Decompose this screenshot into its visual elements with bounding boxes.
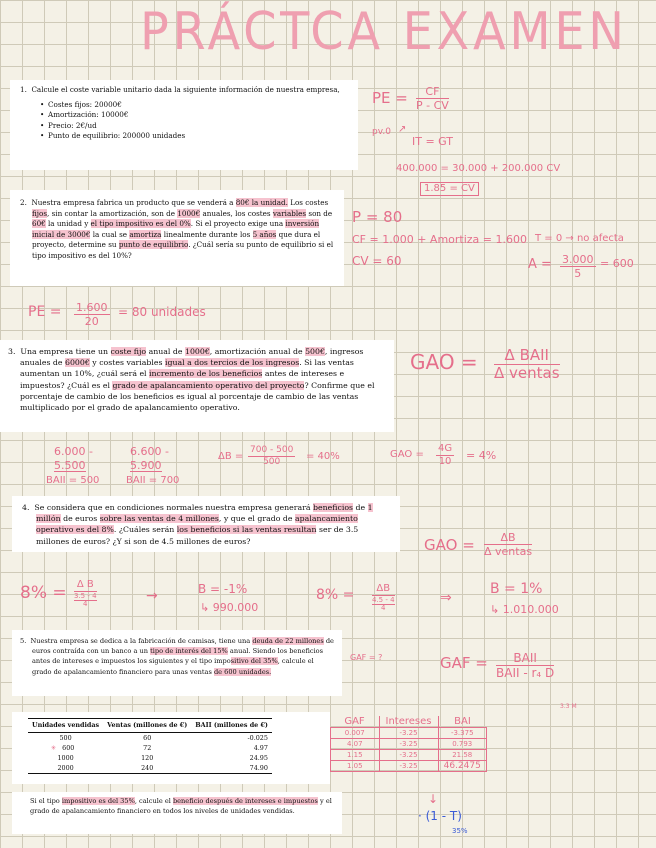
- table-row: [28, 763, 272, 774]
- text-run: , ingresos anuales de: [20, 347, 364, 368]
- highlighted-text: 1000€: [177, 208, 201, 218]
- question-4-statement: [34, 503, 372, 546]
- highlighted-text: 5 años: [252, 229, 277, 239]
- highlighted-text: apalancamiento: [295, 514, 358, 524]
- text-run: anual de: [146, 347, 185, 356]
- text-run: anual. Siendo los beneficios antes de intereses e impuestos los siguientes y el tipo impo: [32, 647, 324, 666]
- text-run: . ¿Cuál sería su punto de equilibrio si el tipo impositivo es del 10%?: [32, 240, 334, 260]
- table-header: Unidades vendidas: [28, 719, 103, 733]
- table-header: BAI: [438, 716, 487, 728]
- note-q4b-result: B = 1%: [490, 581, 543, 597]
- note-amort-label: A =: [528, 257, 552, 272]
- question-5-followup-card: [12, 792, 342, 834]
- question-2-statement: [31, 198, 333, 260]
- note-cv-result: 1.85 = CV: [420, 182, 479, 196]
- question-2-card: [10, 190, 344, 286]
- fraction-denominator: P - CV: [416, 99, 449, 112]
- star-mark: ✳: [50, 743, 57, 752]
- text-run: Se considera que en condiciones normales nuestra empresa generará: [34, 503, 314, 512]
- highlighted-text: deuda de 22 millones: [252, 637, 324, 645]
- note-amort-result: = 600: [600, 257, 634, 270]
- highlighted-text: el tipo impositivo es del 0%: [90, 219, 191, 229]
- text-run: de: [353, 503, 368, 512]
- question-5-text: [20, 636, 334, 677]
- note-it-gt: IT = GT: [412, 135, 454, 148]
- fraction-denominator: Δ ventas: [484, 545, 533, 558]
- note-pe-calc: 400.000 = 30.000 + 200.000 CV: [396, 163, 561, 174]
- fraction-numerator: Δ B: [74, 580, 97, 592]
- table-cell: 500: [59, 733, 72, 742]
- arrow-icon: ↗: [398, 124, 407, 135]
- fraction-numerator: 1.600: [76, 301, 108, 314]
- highlighted-text: grado de apalancamiento operativo del proyecto: [112, 380, 305, 390]
- highlighted-text: fijos: [32, 208, 48, 218]
- table-row: [331, 750, 487, 761]
- table-cell: 0.007: [331, 728, 380, 739]
- table-row: [28, 753, 272, 763]
- note-gao-fraction: [494, 348, 560, 381]
- text-run: que dura el proyecto, determine su: [32, 229, 321, 250]
- note-final-sub: 35%: [452, 827, 468, 835]
- question-3-text: [8, 346, 386, 413]
- table-row: [28, 732, 272, 743]
- list-item: • Precio: 2€/ud: [48, 121, 350, 132]
- highlighted-text: tipo de interés del 15%: [150, 647, 228, 656]
- question-2-text: [20, 198, 336, 262]
- note-q4b-fraction: [372, 584, 395, 612]
- handwritten-gaf-table: [330, 716, 487, 772]
- fraction-numerator: 700 - 500: [250, 445, 294, 455]
- table-row: [331, 739, 487, 750]
- question-3-statement: [20, 347, 374, 412]
- highlighted-text: 1000€: [184, 347, 210, 356]
- table-cell: 1.05: [331, 761, 380, 772]
- note-gao2-fraction: [484, 532, 532, 557]
- question-3-number: 3.: [8, 347, 16, 356]
- text-run: Nuestra empresa fabrica un producto que se venderá a: [31, 198, 236, 207]
- text-run: linealmente durante los: [161, 229, 253, 239]
- fraction-numerator: ΔB: [372, 584, 395, 596]
- highlighted-text: 6000€: [65, 358, 90, 368]
- fraction-numerator: 4.5 - 4: [372, 596, 395, 604]
- list-item: • Amortización: 10000€: [48, 110, 350, 121]
- note-pe2-label: PE =: [28, 304, 62, 320]
- question-5-number: 5.: [20, 637, 27, 645]
- list-item: • Costes fijos: 20000€: [48, 100, 350, 111]
- note-q4a-result: B = -1%: [198, 582, 248, 596]
- note-q4a-fraction: [74, 580, 97, 608]
- question-3-card: [0, 340, 394, 432]
- highlighted-text: los beneficios si las ventas resultan: [176, 525, 317, 535]
- text-run: de euros: [60, 514, 100, 524]
- note-q4b-amount: ↳ 1.010.000: [490, 603, 559, 616]
- table-cell: -0.025: [247, 733, 268, 742]
- text-run: la unidad y: [45, 219, 91, 229]
- highlighted-text: variables: [272, 208, 307, 218]
- note-pe-fraction: [416, 86, 449, 111]
- text-run: , calcule el: [134, 797, 173, 805]
- fraction-denominator: BAII - r₄ D: [496, 666, 555, 680]
- note-gaf-side: 3.3 M: [560, 703, 577, 710]
- note-tax: T = 0 → no afecta: [535, 233, 624, 244]
- highlighted-text: amortiza: [129, 229, 162, 239]
- question-1-text: [20, 85, 350, 96]
- highlighted-text: de 600 unidades.: [213, 667, 272, 676]
- note-db-result: = 40%: [306, 451, 340, 462]
- question-1-number: 1.: [20, 85, 27, 94]
- note-db-fraction: [248, 446, 295, 467]
- text-run: y el grado de apalancamiento financiero en todos los niveles de unidades vendidas.: [30, 797, 332, 815]
- note-calc1-a: 6.000 -: [54, 445, 93, 458]
- note-gao-calc-label: GAO =: [390, 449, 424, 460]
- highlighted-text: 500€: [305, 347, 325, 356]
- note-q4a-label: 8% =: [20, 583, 67, 603]
- highlighted-text: las ventas de 4 millones: [121, 514, 219, 524]
- table-cell: 21.58: [438, 750, 487, 761]
- text-run: antes de intereses e impuestos? ¿Cuál es el: [20, 369, 345, 390]
- fraction-numerator: Δ BAII: [494, 348, 560, 365]
- text-run: . Si las ventas aumentan un 10%, ¿cuál será el: [20, 358, 354, 379]
- data-table: [28, 718, 272, 774]
- table-cell-value: 600: [62, 743, 75, 752]
- note-final: · (1 - T): [418, 809, 462, 823]
- note-pv-zero: pv.0: [372, 127, 391, 137]
- note-calc1-b: 5.500: [54, 459, 86, 472]
- note-db-label: ΔB =: [218, 451, 244, 462]
- text-run: , sin contar la amortización, son de: [47, 208, 178, 218]
- note-gao-label: GAO =: [410, 350, 478, 374]
- text-run: Los costes: [287, 198, 329, 207]
- fraction-numerator: 3.5 - 4: [74, 592, 97, 600]
- list-item: • Punto de equilibrio: 200000 unidades: [48, 131, 350, 142]
- table-header: GAF: [331, 716, 380, 728]
- table-cell: 4.07: [331, 739, 380, 750]
- note-cf: CF = 1.000 + Amortiza = 1.600: [352, 233, 527, 246]
- table-cell: [28, 743, 103, 753]
- fraction-denominator: 500: [263, 457, 281, 467]
- note-q4a-amount: ↳ 990.000: [200, 601, 259, 614]
- note-gaf-question: GAF = ?: [350, 653, 383, 662]
- table-cell: 60: [143, 733, 152, 742]
- question-1-card: [10, 80, 358, 170]
- note-calc2-c: BAII = 700: [126, 475, 180, 486]
- arrow-icon: →: [146, 588, 158, 604]
- highlighted-text: punto de equilibrio: [118, 240, 189, 250]
- table-cell: 46.2475: [438, 761, 487, 772]
- fraction-numerator: BAII: [496, 652, 554, 666]
- highlighted-text: impositivo es del 35%: [61, 797, 135, 805]
- question-5-followup: [30, 796, 334, 816]
- down-arrow-icon: ↓: [428, 792, 439, 806]
- highlighted-text: 1 millón: [36, 503, 373, 524]
- table-cell: -3.25: [379, 728, 438, 739]
- text-run: de euros contraída con un banco a un: [32, 637, 334, 656]
- note-gao-calc-fraction: [436, 444, 454, 467]
- text-run: anuales, los costes: [200, 208, 273, 218]
- table-cell: -3.25: [379, 750, 438, 761]
- fraction-denominator: [372, 596, 395, 612]
- table-header: Ventas (millones de €): [103, 719, 191, 733]
- note-cv: CV = 60: [352, 254, 402, 268]
- table-cell: 240: [103, 763, 191, 774]
- highlighted-text: sobre: [99, 514, 122, 524]
- highlighted-text: operativo es del 8%: [36, 525, 114, 535]
- text-run: Si el tipo: [30, 797, 62, 805]
- highlighted-text: beneficio después de intereses e impuestos: [172, 797, 318, 805]
- table-cell: 120: [141, 753, 154, 762]
- note-pe2-fraction: [74, 302, 110, 327]
- text-run: , calcule el grado de apalancamiento financiero para unas ventas: [32, 657, 314, 676]
- fraction-denominator: 20: [84, 315, 99, 328]
- text-run: . Si el proyecto exige una: [190, 219, 286, 229]
- highlighted-text: beneficios: [313, 503, 354, 512]
- note-gao2-label: GAO =: [424, 536, 475, 554]
- text-run: ser de 3.5 millones de euros? ¿Y si son de 4.5 millones de euros?: [36, 525, 359, 546]
- table-cell: 4.97: [253, 743, 268, 752]
- table-cell: 1.15: [331, 750, 380, 761]
- question-5-card: [12, 630, 342, 696]
- arrow-icon: ⇒: [440, 590, 452, 606]
- table-cell: 2000: [28, 763, 103, 774]
- table-header: BAII (millones de €): [191, 719, 272, 733]
- question-4-text: [22, 502, 392, 547]
- note-calc1-c: BAII = 500: [46, 475, 100, 486]
- text-run: Nuestra empresa se dedica a la fabricación de camisas, tiene una: [30, 637, 253, 645]
- table-cell: -3.375: [438, 728, 487, 739]
- fraction-numerator: ΔB: [484, 532, 532, 545]
- question-4-number: 4.: [22, 503, 30, 512]
- text-run: la cual se: [90, 229, 130, 239]
- note-gao-calc-result: = 4%: [466, 449, 497, 462]
- highlighted-text: coste fijo: [110, 347, 147, 356]
- highlighted-text: 60€: [32, 219, 46, 229]
- page-title: PRÁCTCA EXAMEN: [140, 2, 628, 62]
- text-run: Una empresa tiene un: [20, 347, 111, 356]
- note-pe2-result: = 80 unidades: [118, 305, 206, 319]
- text-run: y costes variables: [89, 358, 165, 368]
- note-gaf-label: GAF =: [440, 654, 488, 672]
- table-cell: -3.25: [379, 761, 438, 772]
- table-cell: 72: [143, 743, 152, 752]
- fraction-denominator: Δ ventas: [494, 364, 560, 382]
- table-cell: 24.95: [249, 753, 268, 762]
- question-1-statement: Calcule el coste variable unitario dada la siguiente información de nuestra empresa,: [31, 85, 340, 94]
- highlighted-text: sitivo del 35%: [230, 657, 278, 666]
- highlighted-text: inversión inicial de 3000€: [32, 219, 320, 239]
- note-q4b-label: 8% =: [316, 587, 355, 603]
- highlighted-text: 80€ la unidad.: [235, 198, 288, 207]
- fraction-denominator: [74, 592, 97, 608]
- text-run: son de: [306, 208, 333, 218]
- table-header: Intereses: [379, 716, 438, 728]
- table-row: [28, 743, 272, 753]
- question-5-statement: [31, 637, 334, 676]
- note-price: P = 80: [352, 208, 403, 226]
- question-5-table-card: [12, 712, 330, 784]
- text-run: , amortización anual de: [209, 347, 306, 356]
- note-calc2-a: 6.600 -: [130, 445, 169, 458]
- table-cell: 0.793: [438, 739, 487, 750]
- fraction-denominator: 4: [83, 600, 88, 608]
- question-4-card: [12, 496, 400, 552]
- table-row: [331, 761, 487, 772]
- question-2-number: 2.: [20, 198, 27, 207]
- table-cell: 1000: [57, 753, 74, 762]
- fraction-denominator: 4: [381, 604, 386, 612]
- question-1-list: [20, 100, 350, 142]
- fraction-numerator: 3.000: [562, 253, 594, 266]
- note-calc2-b: 5.900: [130, 459, 162, 472]
- note-gaf-fraction: [496, 652, 554, 679]
- table-row: [331, 728, 487, 739]
- highlighted-text: incremento de los beneficios: [149, 369, 263, 379]
- text-run: ? Confirme que el porcentaje de cambio de los beneficios es igual al porcentaje de cambio de las ventas multiplicado por el grado de apalancamiento operativo.: [20, 380, 375, 413]
- text-run: , y que el grado de: [218, 514, 296, 524]
- fraction-denominator: 5: [574, 267, 582, 280]
- fraction-numerator: 4G: [438, 443, 453, 454]
- note-amort-fraction: [560, 254, 596, 279]
- fraction-denominator: 10: [438, 456, 452, 467]
- fraction-numerator: CF: [416, 86, 449, 99]
- table-cell: -3.25: [379, 739, 438, 750]
- highlighted-text: igual a dos tercios de los ingresos: [164, 358, 300, 368]
- table-cell: 74.90: [191, 763, 272, 774]
- text-run: . ¿Cuáles serán: [113, 525, 177, 535]
- note-pe-label: PE =: [372, 89, 408, 107]
